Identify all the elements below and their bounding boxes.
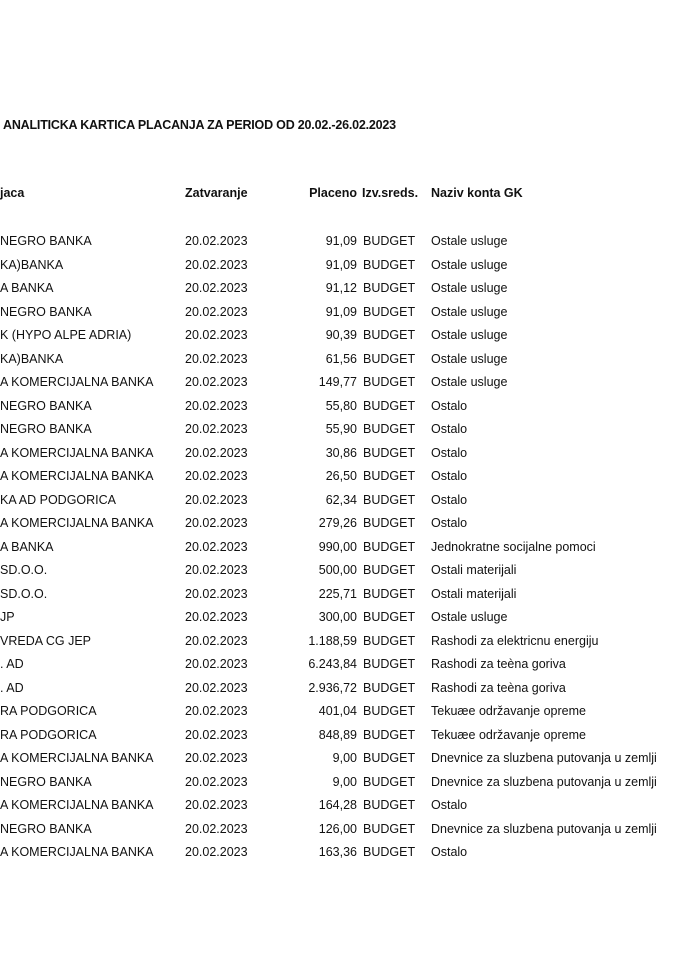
- date-cell: 20.02.2023: [185, 281, 248, 295]
- amount-cell: 163,36: [318, 845, 357, 859]
- source-cell: BUDGET: [363, 516, 416, 530]
- payee-cell: SD.O.O.: [0, 586, 48, 601]
- table-row: [0, 469, 679, 493]
- table-row: [0, 399, 679, 423]
- payee-cell: A KOMERCIJALNA BANKA: [0, 445, 154, 460]
- table-row: [0, 234, 679, 258]
- table-row: [0, 258, 679, 282]
- source-cell: BUDGET: [363, 422, 416, 436]
- source-cell: BUDGET: [363, 398, 416, 413]
- amount-cell: 1.188,59: [308, 633, 357, 648]
- amount-cell: 149,77: [318, 375, 357, 389]
- table-row: [0, 657, 679, 681]
- amount-cell: 279,26: [318, 516, 357, 530]
- payee-cell: RA PODGORICA: [0, 727, 97, 742]
- account-cell: Ostale usluge: [431, 257, 508, 272]
- amount-cell: 91,12: [325, 281, 357, 295]
- table-row: [0, 798, 679, 822]
- date-cell: 20.02.2023: [185, 351, 248, 366]
- date-cell: 20.02.2023: [185, 469, 248, 483]
- amount-cell: 55,80: [325, 398, 357, 413]
- date-cell: 20.02.2023: [185, 492, 248, 507]
- date-cell: 20.02.2023: [185, 774, 248, 789]
- source-cell: BUDGET: [363, 821, 416, 836]
- account-cell: Tekuæe održavanje opreme: [431, 704, 586, 718]
- amount-cell: 500,00: [318, 563, 357, 577]
- date-cell: 20.02.2023: [185, 751, 248, 765]
- account-cell: Rashodi za elektricnu energiju: [431, 633, 599, 648]
- account-cell: Ostalo: [431, 845, 468, 859]
- amount-cell: 62,34: [325, 492, 357, 507]
- source-cell: BUDGET: [363, 257, 416, 272]
- source-cell: BUDGET: [363, 445, 416, 460]
- source-cell: BUDGET: [363, 798, 416, 812]
- amount-cell: 9,00: [332, 751, 357, 765]
- source-cell: BUDGET: [363, 563, 416, 577]
- table-row: [0, 563, 679, 587]
- account-cell: Ostale usluge: [431, 610, 508, 624]
- amount-cell: 26,50: [325, 469, 357, 483]
- date-cell: 20.02.2023: [185, 328, 248, 342]
- amount-cell: 300,00: [318, 610, 357, 624]
- date-cell: 20.02.2023: [185, 257, 248, 272]
- payments-table: [0, 234, 679, 869]
- amount-cell: 30,86: [325, 445, 357, 460]
- table-row: [0, 681, 679, 705]
- account-cell: Dnevnice za sluzbena putovanja u zemlji: [431, 751, 657, 765]
- account-cell: Ostali materijali: [431, 563, 517, 577]
- table-row: [0, 728, 679, 752]
- table-row: [0, 610, 679, 634]
- payee-cell: A KOMERCIJALNA BANKA: [0, 375, 154, 389]
- source-cell: BUDGET: [363, 351, 416, 366]
- amount-cell: 164,28: [318, 798, 357, 812]
- payee-cell: A KOMERCIJALNA BANKA: [0, 516, 154, 530]
- amount-cell: 91,09: [325, 234, 357, 248]
- header-account: Naziv konta GK: [431, 186, 523, 200]
- payee-cell: NEGRO BANKA: [0, 422, 92, 436]
- amount-cell: 61,56: [325, 351, 357, 366]
- table-row: [0, 540, 679, 564]
- account-cell: Ostale usluge: [431, 234, 508, 248]
- payee-cell: NEGRO BANKA: [0, 821, 92, 836]
- account-cell: Jednokratne socijalne pomoci: [431, 539, 596, 554]
- table-row: [0, 422, 679, 446]
- source-cell: BUDGET: [363, 680, 416, 695]
- payee-cell: A BANKA: [0, 281, 54, 295]
- amount-cell: 9,00: [332, 774, 357, 789]
- amount-cell: 6.243,84: [308, 657, 357, 671]
- account-cell: Ostalo: [431, 445, 468, 460]
- account-cell: Dnevnice za sluzbena putovanja u zemlji: [431, 774, 657, 789]
- date-cell: 20.02.2023: [185, 657, 248, 671]
- payee-cell: VREDA CG JEP: [0, 633, 91, 648]
- account-cell: Ostalo: [431, 398, 468, 413]
- date-cell: 20.02.2023: [185, 727, 248, 742]
- amount-cell: 91,09: [325, 304, 357, 319]
- source-cell: BUDGET: [363, 328, 416, 342]
- date-cell: 20.02.2023: [185, 680, 248, 695]
- source-cell: BUDGET: [363, 304, 416, 319]
- amount-cell: 90,39: [325, 328, 357, 342]
- account-cell: Ostale usluge: [431, 375, 508, 389]
- account-cell: Ostalo: [431, 422, 468, 436]
- date-cell: 20.02.2023: [185, 798, 248, 812]
- date-cell: 20.02.2023: [185, 539, 248, 554]
- account-cell: Ostale usluge: [431, 328, 508, 342]
- source-cell: BUDGET: [363, 234, 416, 248]
- source-cell: BUDGET: [363, 281, 416, 295]
- account-cell: Ostalo: [431, 516, 468, 530]
- amount-cell: 55,90: [325, 422, 357, 436]
- date-cell: 20.02.2023: [185, 304, 248, 319]
- source-cell: BUDGET: [363, 727, 416, 742]
- date-cell: 20.02.2023: [185, 821, 248, 836]
- account-cell: Rashodi za teèna goriva: [431, 657, 566, 671]
- date-cell: 20.02.2023: [185, 445, 248, 460]
- amount-cell: 126,00: [318, 821, 357, 836]
- date-cell: 20.02.2023: [185, 563, 248, 577]
- account-cell: Rashodi za teèna goriva: [431, 680, 566, 695]
- source-cell: BUDGET: [363, 704, 416, 718]
- date-cell: 20.02.2023: [185, 633, 248, 648]
- date-cell: 20.02.2023: [185, 398, 248, 413]
- source-cell: BUDGET: [363, 539, 416, 554]
- account-cell: Tekuæe održavanje opreme: [431, 727, 586, 742]
- amount-cell: 401,04: [318, 704, 357, 718]
- payee-cell: . AD: [0, 680, 24, 695]
- payee-cell: RA PODGORICA: [0, 704, 97, 718]
- amount-cell: 848,89: [318, 727, 357, 742]
- payee-cell: NEGRO BANKA: [0, 774, 92, 789]
- account-cell: Dnevnice za sluzbena putovanja u zemlji: [431, 821, 657, 836]
- amount-cell: 2.936,72: [308, 680, 357, 695]
- payee-cell: NEGRO BANKA: [0, 234, 92, 248]
- payee-cell: JP: [0, 610, 15, 624]
- payee-cell: A KOMERCIJALNA BANKA: [0, 798, 154, 812]
- account-cell: Ostale usluge: [431, 351, 508, 366]
- header-date: Zatvaranje: [185, 186, 248, 200]
- table-row: [0, 845, 679, 869]
- table-row: [0, 305, 679, 329]
- table-row: [0, 493, 679, 517]
- source-cell: BUDGET: [363, 492, 416, 507]
- header-source: Izv.sreds.: [362, 186, 419, 200]
- table-row: [0, 587, 679, 611]
- table-row: [0, 446, 679, 470]
- table-row: [0, 375, 679, 399]
- source-cell: BUDGET: [363, 774, 416, 789]
- date-cell: 20.02.2023: [185, 610, 248, 624]
- source-cell: BUDGET: [363, 751, 416, 765]
- source-cell: BUDGET: [363, 375, 416, 389]
- table-row: [0, 516, 679, 540]
- header-name: jaca: [0, 186, 25, 200]
- date-cell: 20.02.2023: [185, 586, 248, 601]
- payee-cell: . AD: [0, 657, 24, 671]
- amount-cell: 225,71: [318, 586, 357, 601]
- payee-cell: KA)BANKA: [0, 257, 64, 272]
- table-row: [0, 704, 679, 728]
- account-cell: Ostale usluge: [431, 281, 508, 295]
- payee-cell: KA)BANKA: [0, 351, 64, 366]
- header-amount: Placeno: [309, 186, 357, 200]
- payee-cell: A KOMERCIJALNA BANKA: [0, 751, 154, 765]
- table-row: [0, 775, 679, 799]
- table-row: [0, 634, 679, 658]
- account-cell: Ostalo: [431, 469, 468, 483]
- amount-cell: 91,09: [325, 257, 357, 272]
- source-cell: BUDGET: [363, 633, 416, 648]
- source-cell: BUDGET: [363, 610, 416, 624]
- source-cell: BUDGET: [363, 657, 416, 671]
- payee-cell: SD.O.O.: [0, 563, 48, 577]
- date-cell: 20.02.2023: [185, 234, 248, 248]
- payee-cell: K (HYPO ALPE ADRIA): [0, 328, 132, 342]
- payee-cell: KA AD PODGORICA: [0, 492, 117, 507]
- payee-cell: NEGRO BANKA: [0, 398, 92, 413]
- source-cell: BUDGET: [363, 586, 416, 601]
- table-row: [0, 751, 679, 775]
- date-cell: 20.02.2023: [185, 704, 248, 718]
- account-cell: Ostali materijali: [431, 586, 517, 601]
- account-cell: Ostalo: [431, 798, 468, 812]
- date-cell: 20.02.2023: [185, 375, 248, 389]
- date-cell: 20.02.2023: [185, 422, 248, 436]
- date-cell: 20.02.2023: [185, 516, 248, 530]
- amount-cell: 990,00: [318, 539, 357, 554]
- table-row: [0, 328, 679, 352]
- payee-cell: A KOMERCIJALNA BANKA: [0, 469, 154, 483]
- account-cell: Ostalo: [431, 492, 468, 507]
- table-row: [0, 352, 679, 376]
- source-cell: BUDGET: [363, 469, 416, 483]
- table-row: [0, 822, 679, 846]
- payee-cell: NEGRO BANKA: [0, 304, 92, 319]
- document-title: ANALITICKA KARTICA PLACANJA ZA PERIOD OD 20.02.-26.02.2023: [3, 118, 396, 132]
- account-cell: Ostale usluge: [431, 304, 508, 319]
- table-row: [0, 281, 679, 305]
- payee-cell: A BANKA: [0, 539, 54, 554]
- date-cell: 20.02.2023: [185, 845, 248, 859]
- payee-cell: A KOMERCIJALNA BANKA: [0, 845, 154, 859]
- source-cell: BUDGET: [363, 845, 416, 859]
